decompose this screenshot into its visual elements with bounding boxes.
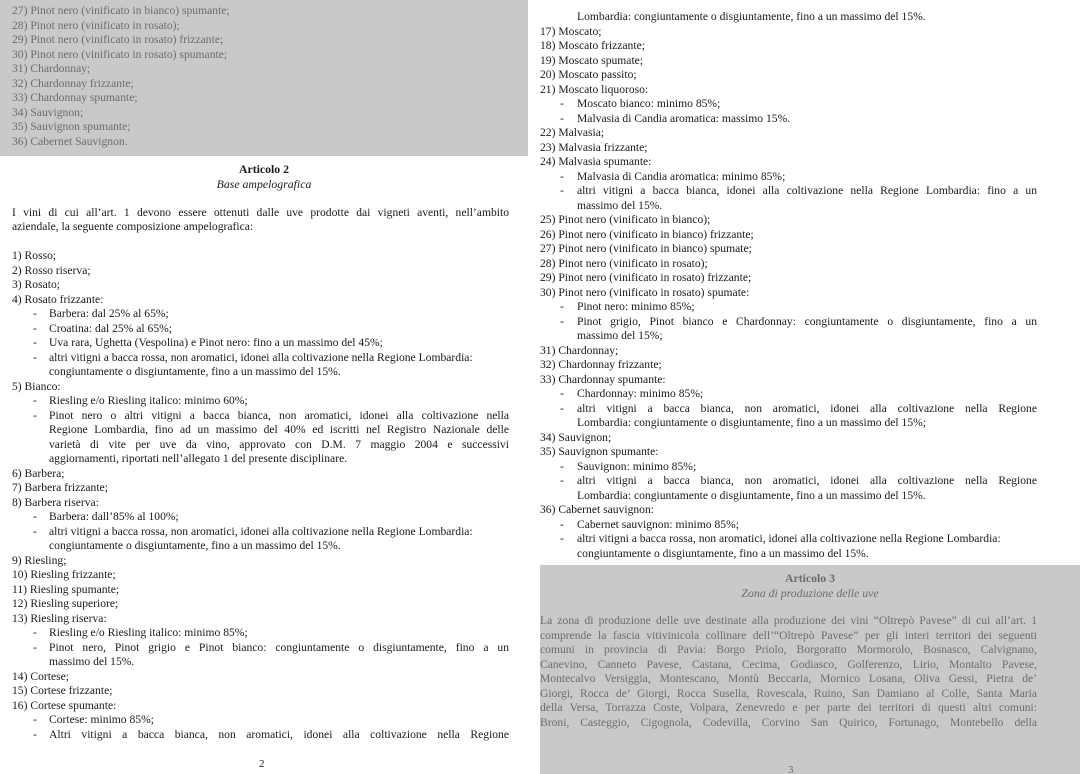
list-item: 27) Pinot nero (vinificato in bianco) spumante;	[12, 4, 230, 17]
bullet-dash: -	[560, 97, 564, 110]
continuation-line: congiuntamente o disgiuntamente, fino a un massimo del 15%.	[49, 539, 341, 552]
article-2-subtitle: Base ampelografica	[216, 177, 312, 191]
sub-list-item: Altri vitigni a bacca bianca, non aromatici, idonei alla coltivazione nella Regione	[49, 727, 509, 741]
sub-list-item: Pinot nero o altri vitigni a bacca bianca, non aromatici, idonei alla coltivazione nella	[49, 408, 509, 422]
bullet-dash: -	[33, 394, 37, 407]
list-item: 33) Chardonnay spumante:	[540, 372, 666, 386]
list-item: 13) Riesling riserva:	[12, 611, 107, 625]
bullet-dash: -	[33, 307, 37, 320]
sub-list-item: Cortese: minimo 85%;	[49, 713, 154, 726]
list-item: 9) Riesling;	[12, 553, 67, 567]
list-item: 32) Chardonnay frizzante;	[12, 76, 134, 90]
bullet-dash: -	[560, 387, 564, 400]
zone-text-line: della Versa, Torrazza Coste, Volpara, Zenevredo e per parte dei territori di questi altri comuni:	[540, 701, 1037, 714]
bullet-dash: -	[33, 713, 37, 726]
continuation-line: Regione Lombardia, fino ad un massimo del 40% ed iscritti nel Registro Nazionale delle	[49, 423, 509, 436]
zone-text-line: Giorgi, Rocca de’ Giorgi, Rocca Susella, Rovescala, Ruino, San Damiano al Colle, Santa Maria	[540, 686, 1037, 700]
bullet-dash: -	[33, 524, 37, 538]
continuation-line: massimo del 15%.	[49, 655, 135, 668]
bullet-dash: -	[560, 401, 564, 415]
continuation-line: congiuntamente o disgiuntamente, fino a un massimo del 15%.	[49, 365, 341, 378]
list-item: 22) Malvasia;	[540, 126, 605, 139]
sub-list-item: Chardonnay: minimo 85%;	[577, 387, 704, 400]
sub-list-item: Uva rara, Ughetta (Vespolina) e Pinot nero: fino a un massimo del 45%;	[49, 336, 383, 349]
sub-list-item: Malvasia di Candia aromatica: massimo 15%.	[577, 111, 791, 125]
continuation-line: aggiornamenti, riportati nell’allegato 1 del presente disciplinare.	[49, 452, 348, 465]
bullet-dash: -	[560, 314, 564, 328]
list-item: 4) Rosato frizzante:	[12, 292, 104, 306]
list-item: 15) Cortese frizzante;	[12, 684, 113, 697]
zone-text-line: comuni in provincia di Pavia: Borgo Priolo, Borgoratto Mormorolo, Bosnasco, Calvignano,	[540, 643, 1037, 656]
bullet-dash: -	[33, 727, 37, 741]
sub-list-item: altri vitigni a bacca bianca, non aromatici, idonei alla coltivazione nella Regione	[577, 474, 1037, 487]
list-item: 28) Pinot nero (vinificato in rosato);	[540, 256, 708, 270]
intro-line-1: I vini di cui all’art. 1 devono essere ottenuti dalle uve prodotte dai vigneti aventi, nell’ambito	[12, 206, 509, 219]
list-item: 25) Pinot nero (vinificato in bianco);	[540, 213, 711, 226]
bullet-dash: -	[33, 350, 37, 364]
list-item: 18) Moscato frizzante;	[540, 39, 645, 52]
sub-list-item: Barbera: dal 25% al 65%;	[49, 307, 169, 320]
sub-list-item: altri vitigni a bacca rossa, non aromatici, idonei alla coltivazione nella Regione Lombardia:	[577, 532, 1001, 545]
sub-list-item: Pinot nero: minimo 85%;	[577, 300, 695, 313]
list-item: 30) Pinot nero (vinificato in rosato) spumante;	[12, 47, 228, 61]
bullet-dash: -	[33, 336, 37, 349]
bullet-dash: -	[560, 169, 564, 183]
bullet-dash: -	[560, 300, 564, 313]
list-item: 20) Moscato passito;	[540, 68, 637, 81]
list-item: 28) Pinot nero (vinificato in rosato);	[12, 18, 180, 32]
list-item: 17) Moscato;	[540, 24, 602, 38]
right-page	[540, 0, 1080, 774]
article-2-title: Articolo 2	[238, 162, 290, 176]
list-item: 30) Pinot nero (vinificato in rosato) spumate:	[540, 285, 750, 299]
page-number-2: 2	[259, 758, 265, 770]
sub-list-item: altri vitigni a bacca rossa, non aromatici, idonei alla coltivazione nella Regione Lombardia:	[49, 524, 473, 538]
article-3-subtitle: Zona di produzione delle uve	[741, 586, 879, 600]
bullet-dash: -	[33, 408, 37, 422]
list-item: 7) Barbera frizzante;	[12, 481, 108, 494]
list-item: 31) Chardonnay;	[540, 343, 619, 357]
list-item: 31) Chardonnay;	[12, 62, 91, 75]
bullet-dash: -	[560, 459, 564, 473]
list-item: 19) Moscato spumate;	[540, 53, 644, 67]
bullet-dash: -	[33, 321, 37, 335]
list-item: 35) Sauvignon spumante;	[12, 120, 131, 133]
list-item: 29) Pinot nero (vinificato in rosato) frizzante;	[12, 33, 224, 46]
list-item: 36) Cabernet sauvignon:	[540, 503, 654, 516]
sub-list-item: Riesling e/o Riesling italico: minimo 60%;	[49, 394, 248, 407]
sub-list-item: Moscato bianco: minimo 85%;	[577, 97, 721, 110]
list-item: 24) Malvasia spumante:	[540, 155, 652, 168]
bullet-dash: -	[560, 474, 564, 487]
bullet-dash: -	[560, 517, 564, 531]
sub-list-item: Malvasia di Candia aromatica: minimo 85%;	[577, 169, 786, 183]
sub-list-item: Pinot nero, Pinot grigio e Pinot bianco: congiuntamente o disgiuntamente, fino a un	[49, 640, 509, 654]
bullet-dash: -	[560, 111, 564, 125]
list-item: 26) Pinot nero (vinificato in bianco) frizzante;	[540, 227, 754, 241]
sub-list-item: altri vitigni a bacca bianca, non aromatici, idonei alla coltivazione nella Regione	[577, 401, 1037, 415]
list-item: 29) Pinot nero (vinificato in rosato) frizzante;	[540, 271, 752, 284]
list-item: 8) Barbera riserva:	[12, 495, 99, 509]
sub-list-item: altri vitigni a bacca rossa, non aromatici, idonei alla coltivazione nella Regione Lombardia:	[49, 350, 473, 364]
list-item: 35) Sauvignon spumante:	[540, 445, 659, 458]
list-item: 36) Cabernet Sauvignon.	[12, 134, 128, 148]
bullet-dash: -	[33, 510, 37, 523]
continuation-line: varietà di vite per uve da vino, approvato con D.M. 7 maggio 2004 e successivi	[49, 437, 509, 451]
bullet-dash: -	[33, 640, 37, 654]
continuation-line: Lombardia: congiuntamente o disgiuntamente, fino a un massimo del 15%.	[577, 488, 926, 502]
list-item: 34) Sauvignon;	[540, 430, 612, 444]
continuation-line: congiuntamente o disgiuntamente, fino a un massimo del 15%.	[577, 546, 869, 560]
sub-list-item: Cabernet sauvignon: minimo 85%;	[577, 517, 739, 531]
bullet-dash: -	[560, 532, 564, 545]
zone-text-line: comprende la fascia vitivinicola collinare dell’“Oltrepò Pavese” per gli interi territori dei seguenti	[540, 628, 1037, 642]
sub-list-item: altri vitigni a bacca bianca, idonei alla coltivazione nella Regione Lombardia: fino a un	[577, 184, 1037, 197]
list-item: 3) Rosato;	[12, 278, 60, 291]
list-item: 21) Moscato liquoroso:	[540, 82, 649, 96]
list-item: 32) Chardonnay frizzante;	[540, 358, 662, 371]
sub-list-item: Barbera: dall’85% al 100%;	[49, 510, 179, 523]
continuation-line: massimo del 15%.	[577, 198, 663, 212]
list-item: 33) Chardonnay spumante;	[12, 91, 138, 104]
list-item: 14) Cortese;	[12, 669, 69, 683]
zone-text-line: La zona di produzione delle uve destinate alla produzione dei vini “Oltrepò Pavese” di cui all’art. 1	[540, 614, 1037, 627]
sub-list-item: Croatina: dal 25% al 65%;	[49, 321, 172, 335]
article-3-title: Articolo 3	[784, 571, 836, 585]
continuation-line: Lombardia: congiuntamente o disgiuntamente, fino a un massimo del 15%.	[577, 10, 926, 23]
continuation-line: massimo del 15%;	[577, 329, 663, 342]
sub-list-item: Sauvignon: minimo 85%;	[577, 459, 697, 473]
zone-text-line: Canevino, Canneto Pavese, Castana, Cecima, Godiasco, Golferenzo, Lirio, Montalto Pavese,	[540, 657, 1037, 671]
list-item: 34) Sauvignon;	[12, 105, 84, 119]
intro-line-2: aziendale, la seguente composizione ampelografica:	[12, 220, 254, 233]
bullet-dash: -	[560, 184, 564, 197]
list-item: 2) Rosso riserva;	[12, 263, 91, 277]
sub-list-item: Pinot grigio, Pinot bianco e Chardonnay: congiuntamente o disgiuntamente, fino a un	[577, 314, 1037, 328]
list-item: 16) Cortese spumante:	[12, 698, 117, 712]
list-item: 5) Bianco:	[12, 379, 61, 393]
list-item: 12) Riesling superiore;	[12, 597, 119, 610]
list-item: 6) Barbera;	[12, 466, 65, 480]
bullet-dash: -	[33, 626, 37, 639]
sub-list-item: Riesling e/o Riesling italico: minimo 85%;	[49, 626, 248, 639]
zone-text-line: Broni, Casteggio, Cigognola, Codevilla, Corvino San Quirico, Fortunago, Montebello della	[540, 715, 1037, 729]
list-item: 10) Riesling frizzante;	[12, 568, 116, 581]
list-item: 27) Pinot nero (vinificato in bianco) spumate;	[540, 242, 752, 255]
zone-text-line: Montecalvo Versiggia, Montescano, Montù Beccaria, Mornico Losana, Oliva Gessi, Pietra de’	[540, 672, 1037, 685]
list-item: 23) Malvasia frizzante;	[540, 140, 648, 154]
list-item: 11) Riesling spumante;	[12, 582, 120, 596]
list-item: 1) Rosso;	[12, 249, 57, 262]
continuation-line: Lombardia: congiuntamente o disgiuntamente, fino a un massimo del 15%;	[577, 416, 927, 429]
page-number-3: 3	[788, 764, 794, 774]
